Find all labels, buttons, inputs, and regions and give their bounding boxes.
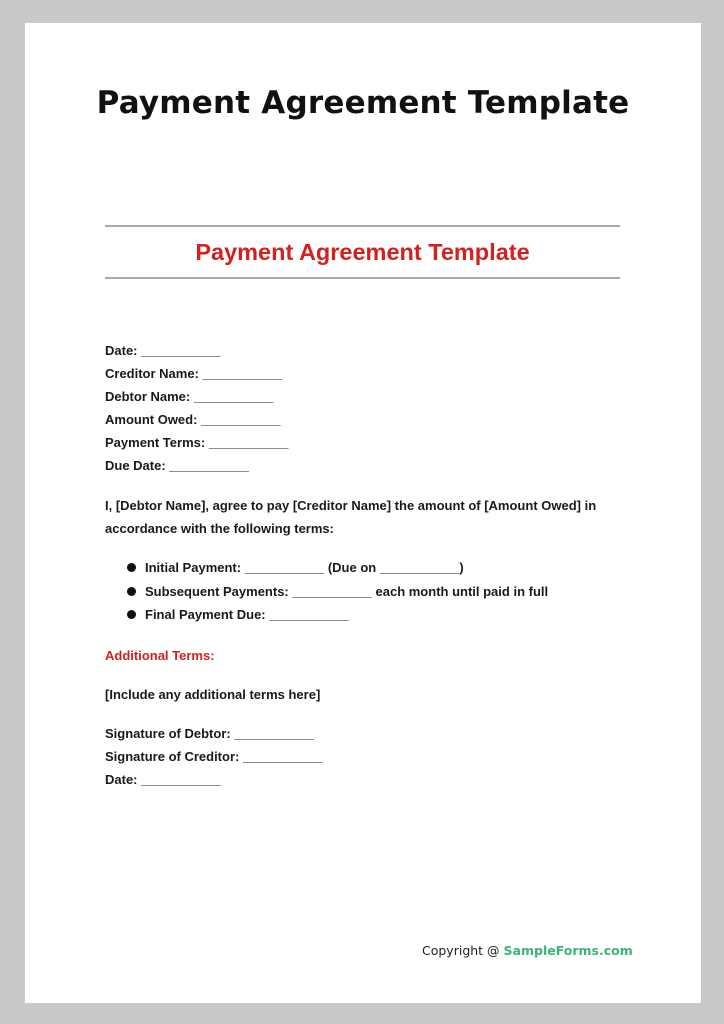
debtor-name-field: Debtor Name: ___________ — [105, 389, 274, 404]
signature-date-field: Date: ___________ — [105, 771, 221, 787]
creditor-signature-field: Signature of Creditor: ___________ — [105, 748, 323, 764]
document-sheet — [25, 23, 701, 1003]
bottom-divider — [105, 277, 620, 279]
additional-terms-label: Additional Terms: — [105, 647, 215, 663]
payment-terms-field: Payment Terms: ___________ — [105, 435, 289, 450]
creditor-name-field: Creditor Name: ___________ — [105, 366, 283, 381]
due-date-field: Due Date: ___________ — [105, 458, 249, 473]
bullet-icon — [127, 563, 136, 572]
agreement-document — [105, 225, 620, 791]
amount-owed-field: Amount Owed: ___________ — [105, 412, 281, 427]
subsequent-payments-text: Subsequent Payments: ___________ each month until paid in full — [145, 583, 549, 599]
list-item — [105, 556, 620, 580]
copyright-prefix: Copyright @ — [422, 943, 504, 958]
list-item — [105, 603, 620, 627]
header-fields — [105, 339, 620, 477]
agreement-paragraph: I, [Debtor Name], agree to pay [Creditor Name] the amount of [Amount Owed] in accordance with the following terms: — [105, 498, 597, 536]
additional-terms-text: [Include any additional terms here] — [105, 686, 321, 702]
copyright-notice — [422, 943, 633, 958]
bullet-icon — [127, 587, 136, 596]
debtor-signature-field: Signature of Debtor: ___________ — [105, 725, 314, 741]
page-title: Payment Agreement Template — [96, 85, 630, 121]
final-payment-text: Final Payment Due: ___________ — [145, 607, 349, 622]
initial-payment-text: Initial Payment: ___________ (Due on ___________) — [145, 560, 464, 575]
brand-name: SampleForms.com — [503, 943, 633, 958]
signature-block — [105, 722, 620, 791]
payment-schedule-list — [105, 556, 620, 627]
document-heading: Payment Agreement Template — [195, 239, 530, 265]
date-field: Date: ___________ — [105, 343, 221, 358]
list-item — [105, 580, 620, 604]
bullet-icon — [127, 610, 136, 619]
